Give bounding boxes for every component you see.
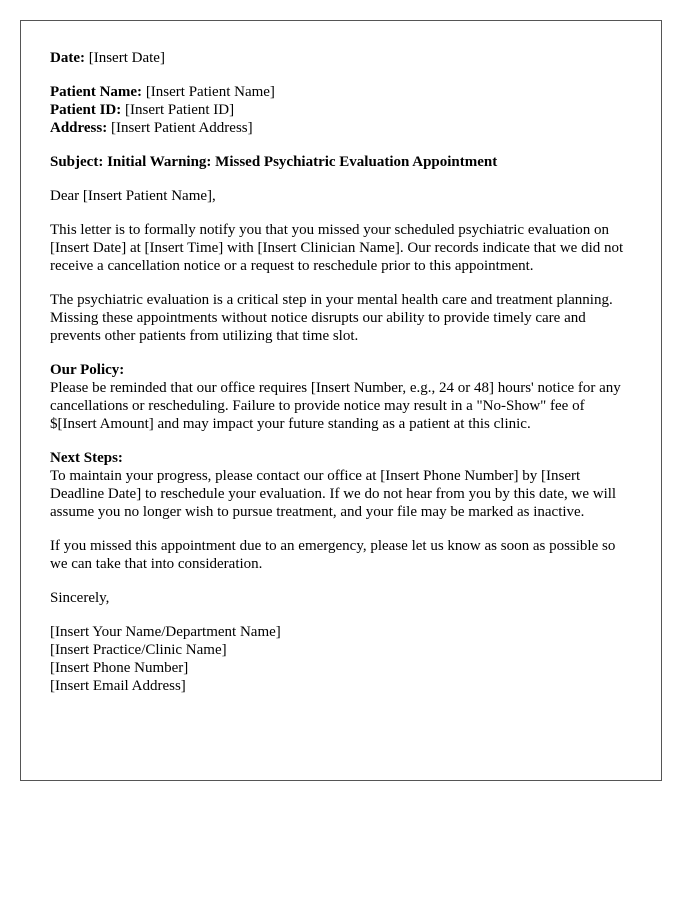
patient-name-label: Patient Name: [50,84,143,100]
policy-section [50,361,633,433]
patient-info [50,83,633,137]
next-steps-section [50,449,633,521]
signature-phone: [Insert Phone Number] [50,660,189,676]
address-value: [Insert Patient Address] [107,120,253,136]
patient-name-line [50,83,633,101]
signature-block [50,623,633,695]
date-label: Date: [50,50,85,66]
date-value: [Insert Date] [84,50,165,66]
patient-name-value: [Insert Patient Name] [142,84,275,100]
policy-text: Please be reminded that our office requires [Insert Number, e.g., 24 or 48] hours' notice for any cancellations or rescheduling. Failure to provide notice may result in a "No-Show" fee of $[Insert Amount] and may impact your future standing as a patient at this clinic. [50,380,621,432]
paragraph-emergency: If you missed this appointment due to an emergency, please let us know as soon as possible so we can take that into consideration. [50,538,616,572]
patient-id-label: Patient ID: [50,102,122,118]
signature-email: [Insert Email Address] [50,678,186,694]
paragraph-importance: The psychiatric evaluation is a critical step in your mental health care and treatment planning. Missing these appointments without notice disrupts our ability to provide timely care and prevents other patients from utilizing that time slot. [50,292,613,344]
next-steps-heading: Next Steps: [50,450,123,466]
date-line [50,49,633,67]
signature-name: [Insert Your Name/Department Name] [50,624,281,640]
signature-practice: [Insert Practice/Clinic Name] [50,642,227,658]
next-steps-text: To maintain your progress, please contact our office at [Insert Phone Number] by [Insert Deadline Date] to reschedule your evaluation. If we do not hear from you by this date, we will assume you no longer wish to pursue treatment, and your file may be marked as inactive. [50,468,617,520]
patient-id-line [50,101,633,119]
policy-heading: Our Policy: [50,362,125,378]
subject-line: Subject: Initial Warning: Missed Psychiatric Evaluation Appointment [50,154,498,170]
paragraph-notification: This letter is to formally notify you that you missed your scheduled psychiatric evaluation on [Insert Date] at [Insert Time] with [Insert Clinician Name]. Our records indicate that we did not receive a cancellation notice or a request to reschedule prior to this appointment. [50,222,624,274]
closing: Sincerely, [50,590,110,606]
patient-id-value: [Insert Patient ID] [121,102,235,118]
address-line [50,119,633,137]
salutation: Dear [Insert Patient Name], [50,188,216,204]
letter-page [20,20,662,781]
address-label: Address: [50,120,108,136]
